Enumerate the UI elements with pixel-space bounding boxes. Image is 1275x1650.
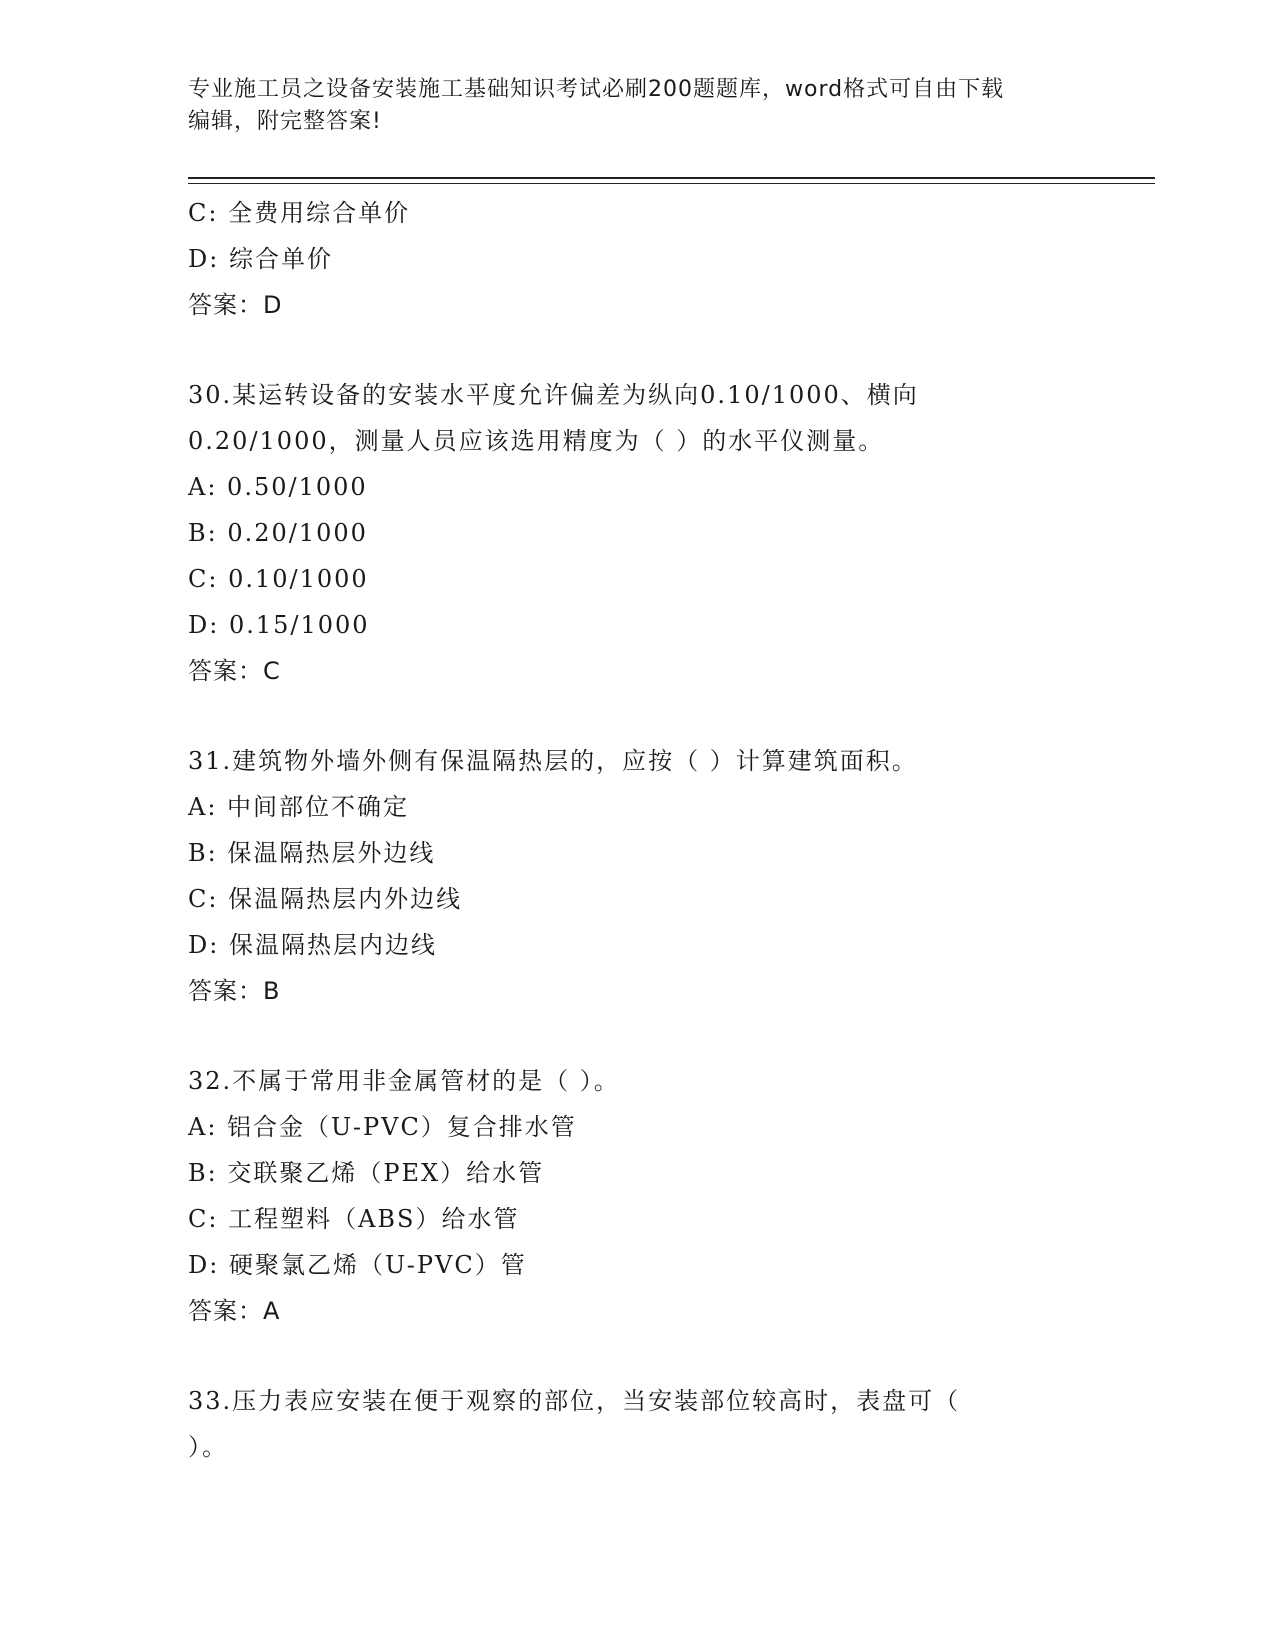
answer-line: 答案：C: [188, 657, 281, 685]
option-b: B: 0.20/1000: [188, 519, 368, 547]
question-stem-line-1: 32.不属于常用非金属管材的是（ ）。: [188, 1067, 620, 1095]
question-stem-line-2: 0.20/1000，测量人员应该选用精度为（ ）的水平仪测量。: [188, 427, 885, 455]
answer-line: 答案：D: [188, 291, 283, 319]
option-a: A: 0.50/1000: [188, 473, 368, 501]
answer-line: 答案：B: [188, 977, 281, 1005]
question-stem-line-2: ）。: [188, 1433, 228, 1461]
document-header: [188, 74, 1088, 138]
header-divider-thick: [188, 177, 1155, 179]
option-c: C: 保温隔热层内外边线: [188, 885, 463, 913]
spacer: [188, 328, 1148, 372]
question-33: [188, 1378, 1148, 1470]
option-a: A: 中间部位不确定: [188, 793, 410, 821]
question-31: [188, 738, 1148, 1014]
question-30: [188, 372, 1148, 694]
spacer: [188, 1014, 1148, 1058]
answer-line: 答案：A: [188, 1297, 281, 1325]
option-d: D: 硬聚氯乙烯（U-PVC）管: [188, 1251, 527, 1279]
question-stem-line-1: 30.某运转设备的安装水平度允许偏差为纵向0.10/1000、横向: [188, 381, 919, 409]
header-divider-thin: [188, 183, 1155, 184]
option-a: A: 铝合金（U-PVC）复合排水管: [188, 1113, 577, 1141]
option-b: B: 交联聚乙烯（PEX）给水管: [188, 1159, 545, 1187]
header-title-line-1: 专业施工员之设备安装施工基础知识考试必刷200题题库，word格式可自由下载: [188, 77, 1005, 102]
option-b: B: 保温隔热层外边线: [188, 839, 436, 867]
option-d: D: 0.15/1000: [188, 611, 370, 639]
option-c: C: 0.10/1000: [188, 565, 369, 593]
spacer: [188, 1334, 1148, 1378]
spacer: [188, 694, 1148, 738]
option-c: C: 工程塑料（ABS）给水管: [188, 1205, 520, 1233]
option-d: D: 综合单价: [188, 245, 333, 273]
question-stem-line-1: 31.建筑物外墙外侧有保温隔热层的，应按（ ）计算建筑面积。: [188, 747, 918, 775]
option-d: D: 保温隔热层内边线: [188, 931, 437, 959]
option-c: C: 全费用综合单价: [188, 199, 411, 227]
question-content: [188, 190, 1148, 1470]
question-stem-line-1: 33.压力表应安装在便于观察的部位，当安装部位较高时，表盘可（: [188, 1387, 961, 1415]
question-29-continuation: [188, 190, 1148, 328]
question-32: [188, 1058, 1148, 1334]
header-title-line-2: 编辑，附完整答案!: [188, 109, 382, 134]
